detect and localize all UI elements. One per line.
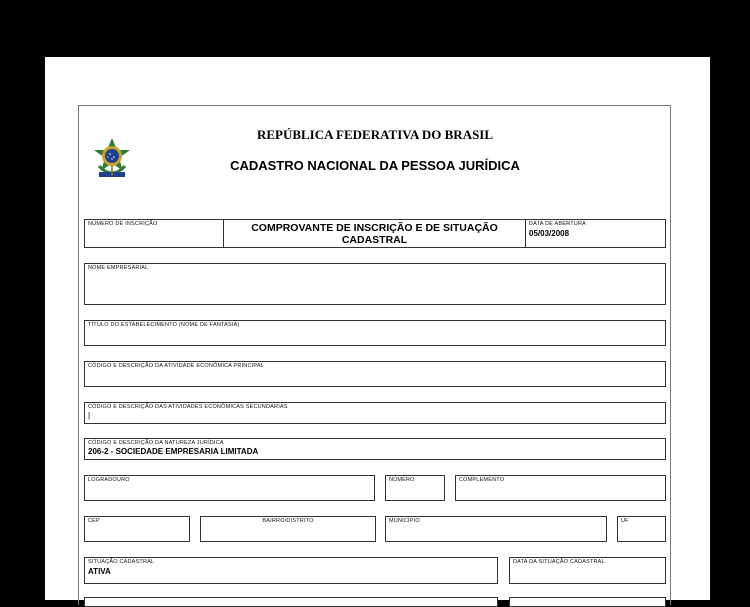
field-label: MUNICÍPIO xyxy=(389,518,420,524)
field-data-situacao xyxy=(509,557,666,584)
field-logradouro xyxy=(84,475,375,501)
field-label: NÚMERO xyxy=(389,477,415,483)
field-numero-inscricao xyxy=(84,219,224,248)
field-label: NÚMERO DE INSCRIÇÃO xyxy=(88,221,158,227)
field-situacao-cadastral xyxy=(84,557,498,584)
field-uf xyxy=(617,516,666,542)
field-municipio xyxy=(385,516,607,542)
field-label: BAIRRO/DISTRITO xyxy=(262,518,314,524)
field-value: 206-2 - SOCIEDADE EMPRESARIA LIMITADA xyxy=(88,447,259,456)
field-label: TÍTULO DO ESTABELECIMENTO (NOME DE FANTASIA) xyxy=(88,322,240,328)
field-nome-empresarial xyxy=(84,263,666,305)
field-value: | xyxy=(88,411,91,420)
field-bairro xyxy=(200,516,376,542)
field-label: DATA DA SITUAÇÃO CADASTRAL xyxy=(513,559,605,565)
comprovante-title-box xyxy=(223,219,526,248)
field-label: CÓDIGO E DESCRIÇÃO DA NATUREZA JURÍDICA xyxy=(88,440,224,446)
registry-title: CADASTRO NACIONAL DA PESSOA JURÍDICA xyxy=(230,158,520,173)
field-label: COMPLEMENTO xyxy=(459,477,505,483)
comprovante-title xyxy=(224,222,525,246)
field-natureza-juridica xyxy=(84,438,666,460)
republic-title: REPÚBLICA FEDERATIVA DO BRASIL xyxy=(256,127,494,142)
field-label: SITUAÇÃO CADASTRAL xyxy=(88,559,155,565)
field-atividade-principal xyxy=(84,361,666,387)
field-label: LOGRADOURO xyxy=(88,477,130,483)
field-label: CÓDIGO E DESCRIÇÃO DAS ATIVIDADES ECONÔMICAS SECUNDÁRIAS xyxy=(88,404,288,410)
field-value: ATIVA xyxy=(88,567,111,576)
field-label: DATA DE ABERTURA xyxy=(529,221,586,227)
field-numero xyxy=(385,475,445,501)
field-label: CÓDIGO E DESCRIÇÃO DA ATIVIDADE ECONÔMICA PRINCIPAL xyxy=(88,363,264,369)
field-complemento xyxy=(455,475,666,501)
comprovante-title-line2: CADASTRAL xyxy=(341,234,408,246)
field-label: UF xyxy=(621,518,629,524)
field-atividades-secundarias xyxy=(84,402,666,424)
field-titulo-estabelecimento xyxy=(84,320,666,346)
field-cep xyxy=(84,516,190,542)
field-label: CEP xyxy=(88,518,100,524)
field-value: 05/03/2008 xyxy=(529,229,570,238)
brazil-coat-of-arms-icon xyxy=(91,136,133,182)
field-label: NOME EMPRESARIAL xyxy=(88,265,149,271)
field-data-abertura xyxy=(525,219,666,248)
comprovante-title-line1: COMPROVANTE DE INSCRIÇÃO E DE SITUAÇÃO xyxy=(251,222,498,234)
next-row-field xyxy=(84,597,498,607)
next-row-field xyxy=(509,597,666,607)
